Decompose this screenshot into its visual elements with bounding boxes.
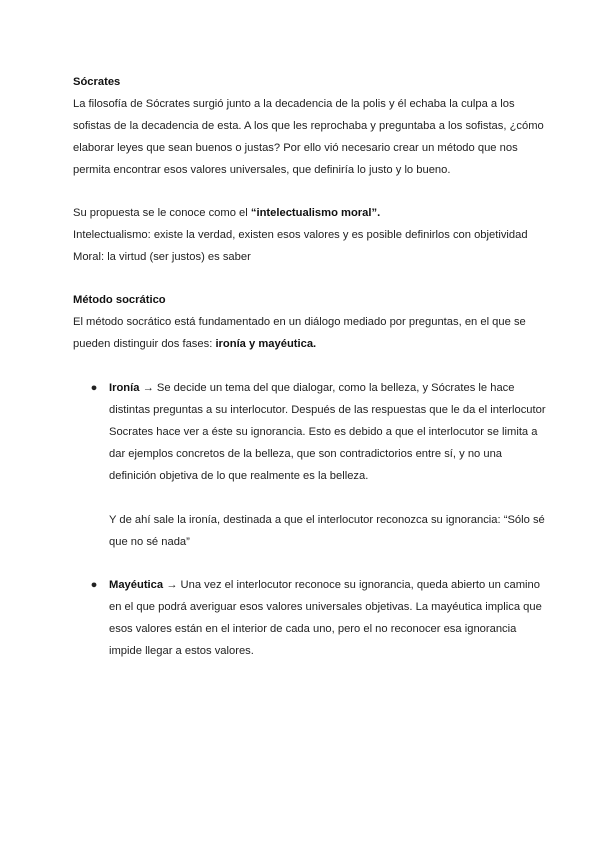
intelectualismo-moral-term: “intelectualismo moral”. (250, 207, 381, 219)
paragraph-line: definición objetiva de lo que realmente es la belleza. (109, 470, 369, 482)
propuesta-line: Su propuesta se le conoce como el “intelectualismo moral”. (73, 207, 381, 219)
ironia-conclusion (109, 509, 549, 553)
paragraph-line: El método socrático está fundamentado en un diálogo mediado por preguntas, en el que se (73, 316, 526, 328)
moral-definition: Moral: la virtud (ser justos) es saber (73, 251, 251, 263)
section-propuesta (73, 202, 543, 268)
bullet-icon: ● (90, 579, 98, 591)
paragraph-line: pueden distinguir dos fases: ironía y mayéutica. (73, 338, 317, 350)
paragraph-line: impide llegar a estos valores. (109, 645, 254, 657)
section-socrates (73, 71, 543, 181)
paragraph-line: elaborar leyes que sean buenos o justas? Por ello vió necesario crear un método que nos (73, 142, 518, 154)
paragraph-line: esos valores están en el interior de cada uno, pero el no reconocer esa ignorancia (109, 623, 517, 635)
mayeutica-term: Mayéutica (109, 579, 164, 591)
section-metodo (73, 289, 543, 355)
bullet-icon: ● (90, 382, 98, 394)
paragraph-line: permita encontrar esos valores universales, que definiría lo justo y lo bueno. (73, 164, 451, 176)
paragraph-line: Y de ahí sale la ironía, destinada a que el interlocutor reconozca su ignorancia: “Sólo sé (109, 514, 545, 526)
heading-socrates: Sócrates (73, 76, 121, 88)
document-page: Sócrates La filosofía de Sócrates surgió junto a la decadencia de la polis y él echaba la culpa a los sofistas de la decadencia de esta. A los que les reprochaba y preguntaba a los sofistas, ¿cómo elaborar leyes que sean buenos o justas? Por ello vió necesario crear un método que nos permita encontrar esos valores universales, que definiría lo justo y lo bueno. Su propuesta se le conoce como el “intelectualismo moral”. Intelectualismo: existe la verdad, existen esos valores y es posible definirlos con objetividad Moral: la virtud (ser justos) es saber Método socrático El método socrático está fundamentado en un diálogo mediado por preguntas, en el que se pueden distinguir dos fases: ironía y mayéutica. ● Ironía → Se decide un tema del que dialogar, como la belleza, y Sócrates le hace distintas preguntas a su interlocutor. Después de las respuestas que le da el interlocutor Socrates hace ver a éste su ignorancia. Esto es debido a que el interlocutor se limita a dar ejemplos concretos de la belleza, que son contradictorios entre sí, y no una definición objetiva de lo que realmente es la belleza. Y de ahí sale la ironía, destinada a que el interlocutor reconozca su ignorancia: “Sólo sé que no sé nada” ● Mayéutica → Una vez el interlocutor reconoce su ignorancia, queda abierto un camino en el que podrá averiguar esos valores universales objetivas. La mayéutica implica que esos valores están en el interior de cada uno, pero el no reconocer esa ignorancia impide llegar a estos valores. (0, 0, 600, 848)
ironia-term: Ironía (109, 382, 140, 394)
intelectualismo-definition: Intelectualismo: existe la verdad, existen esos valores y es posible definirlos con objetividad (73, 229, 528, 241)
fases-term: ironía y mayéutica. (215, 338, 317, 350)
heading-metodo: Método socrático (73, 294, 166, 306)
paragraph-line: La filosofía de Sócrates surgió junto a la decadencia de la polis y él echaba la culpa a los (73, 98, 515, 110)
paragraph-line: que no sé nada” (109, 536, 190, 548)
paragraph-line: distintas preguntas a su interlocutor. Después de las respuestas que le da el interlocutor (109, 404, 546, 416)
paragraph-line: Socrates hace ver a éste su ignorancia. Esto es debido a que el interlocutor se limita a (109, 426, 538, 438)
paragraph-line: en el que podrá averiguar esos valores universales objetivas. La mayéutica implica que (109, 601, 542, 613)
paragraph-line: dar ejemplos concretos de la belleza, que son contradictorios entre sí, y no una (109, 448, 503, 460)
paragraph-line: sofistas de la decadencia de esta. A los que les reprochaba y preguntaba a los sofistas, ¿cómo (73, 120, 544, 132)
